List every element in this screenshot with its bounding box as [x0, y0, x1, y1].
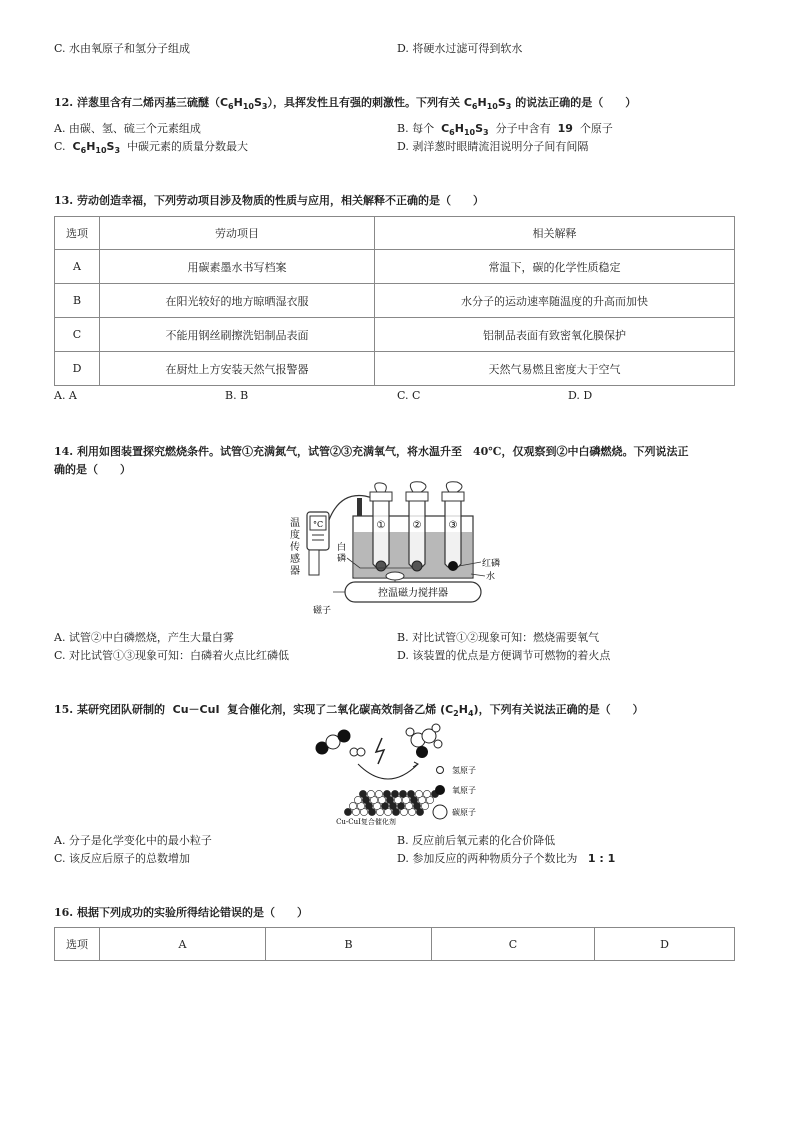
question-15-stem	[54, 701, 644, 718]
q16-header-a: A	[100, 928, 266, 961]
catalyst-label: Cu-CuI复合催化剂	[336, 818, 396, 826]
magnet-label: 磁子	[313, 606, 332, 616]
sensor-label-char: 温	[290, 518, 300, 529]
q12-stem-b: ），具挥发性且有强的刺激性。下列有关	[267, 96, 460, 109]
q14-option-a: A. 试管②中白磷燃烧，产生大量白雾	[54, 631, 234, 644]
lattice-atom	[354, 796, 361, 803]
q14-option-c: C. 对比试管①③现象可知：白磷着火点比红磷低	[54, 649, 290, 662]
sensor-label-char: 传	[290, 542, 300, 553]
tube-label-3: ③	[448, 520, 458, 531]
q13-cell: D	[55, 352, 100, 386]
option-d-prev: D. 将硬水过滤可得到软水	[397, 42, 523, 55]
lattice-atom	[367, 790, 374, 797]
q16-table	[54, 927, 735, 961]
lattice-atom	[391, 790, 398, 797]
q13-cell: A	[55, 250, 100, 284]
q15-stem-b: 复合催化剂，实现了二氧化碳高效制备乙烯	[227, 703, 437, 716]
lattice-atom	[375, 790, 382, 797]
table-row	[55, 284, 735, 318]
question-16-stem: 16. 根据下列成功的实验所得结论错误的是（ ）	[54, 906, 308, 919]
q15-formula: Cu－CuI	[172, 703, 220, 716]
q12-option-b-mid: 分子中含有	[495, 122, 551, 135]
lattice-atom	[383, 790, 390, 797]
sensor-label-char: 器	[290, 566, 300, 577]
q14-apparatus-figure	[285, 480, 510, 620]
question-13-stem: 13. 劳动创造幸福，下列劳动项目涉及物质的性质与应用，相关解释不正确的是（ ）	[54, 194, 484, 207]
q14-option-d: D. 该装置的优点是方便调节可燃物的着火点	[397, 649, 611, 662]
lattice-atom	[344, 808, 351, 815]
legend-c-label: 碳原子	[452, 808, 476, 817]
catalyst-lattice	[344, 790, 438, 815]
q12-option-c-pre: C.	[54, 140, 66, 153]
lattice-atom	[359, 790, 366, 797]
q12-stem-c: 的说法正确的是（ ）	[515, 96, 637, 109]
q15-option-d-text: D. 参加反应的两种物质分子个数比为	[397, 852, 578, 865]
q13-header-project: 劳动项目	[100, 217, 375, 250]
q13-cell: 在阳光较好的地方晾晒湿衣服	[100, 284, 375, 318]
red-phosphorus-label: 红磷	[482, 559, 501, 569]
q15-option-d-ratio: 1 : 1	[587, 852, 616, 865]
lattice-atom	[423, 790, 430, 797]
q13-cell: 常温下，碳的化学性质稳定	[375, 250, 735, 284]
q12-option-c	[54, 138, 248, 155]
legend-h-marker	[437, 767, 444, 774]
stirrer-label: 控温磁力搅拌器	[378, 588, 448, 599]
legend-c-marker	[433, 805, 447, 819]
q13-cell: C	[55, 318, 100, 352]
q13-answer-d: D. D	[568, 389, 593, 402]
q16-header-option: 选项	[55, 928, 100, 961]
q13-answer-a: A. A	[54, 389, 77, 402]
legend-o-label: 氧原子	[452, 786, 476, 795]
q12-stem-a: 12. 洋葱里含有二烯丙基三硫醚（	[54, 96, 220, 109]
lattice-atom	[415, 790, 422, 797]
sensor-label-char: 度	[290, 530, 300, 541]
q13-answer-b: B. B	[225, 389, 249, 402]
q15-stem-a: 15. 某研究团队研制的	[54, 703, 165, 716]
q12-option-a: A. 由碳、氢、硫三个元素组成	[54, 122, 201, 135]
lattice-atom	[399, 790, 406, 797]
reaction-arrow	[358, 764, 418, 779]
q13-cell: B	[55, 284, 100, 318]
product-molecules	[406, 724, 442, 758]
table-row	[55, 250, 735, 284]
q12-option-b-formula: $C_6H_{10}S_3$	[441, 122, 489, 138]
q12-option-b-post: 个原子	[579, 122, 613, 135]
q13-header-explain: 相关解释	[375, 217, 735, 250]
sensor-probe-base	[309, 550, 319, 575]
question-14-stem-line2: 确的是（ ）	[54, 463, 131, 476]
legend-o-marker	[435, 785, 445, 795]
q12-option-c-formula: $C_6H_{10}S_3$	[72, 140, 121, 156]
co2-molecule	[316, 730, 351, 755]
lattice-atom	[407, 790, 414, 797]
lattice-atom	[349, 802, 356, 809]
table-row	[55, 318, 735, 352]
water-label: 水	[486, 572, 496, 582]
q12-option-d: D. 剥洋葱时眼睛流泪说明分子间有间隔	[397, 140, 589, 153]
white-phosphorus-label: 白	[337, 543, 347, 553]
q15-option-b: B. 反应前后氧元素的化合价降低	[397, 834, 556, 847]
q12-formula-2: $C_6H_{10}S_3$	[463, 96, 512, 112]
q13-cell: 水分子的运动速率随温度的升高而加快	[375, 284, 735, 318]
table-row	[55, 352, 735, 386]
q13-cell: 铝制品表面有致密氧化膜保护	[375, 318, 735, 352]
q12-option-b-num: 19	[557, 122, 573, 135]
q15-stem-c: ，下列有关说法正确的是（ ）	[478, 703, 644, 716]
q16-table-header	[55, 928, 735, 961]
tube-label-1: ①	[376, 520, 386, 531]
q12-option-b-pre: B. 每个	[397, 122, 435, 135]
q13-table-header	[55, 217, 735, 250]
h2-molecule	[350, 748, 365, 756]
energy-symbol	[376, 738, 384, 764]
q15-option-a: A. 分子是化学变化中的最小粒子	[54, 834, 212, 847]
q13-cell: 天然气易燃且密度大于空气	[375, 352, 735, 386]
magnet-stirrer-bar	[386, 572, 404, 580]
q13-answer-c: C. C	[397, 389, 421, 402]
q16-header-c: C	[432, 928, 595, 961]
q12-formula: $C_6H_{10}S_3$	[219, 96, 268, 112]
q16-header-d: D	[595, 928, 735, 961]
q13-cell: 在厨灶上方安装天然气报警器	[100, 352, 375, 386]
white-phosphorus-label: 磷	[337, 554, 347, 564]
tube-label-2: ②	[412, 520, 422, 531]
q13-header-option: 选项	[55, 217, 100, 250]
q13-table	[54, 216, 735, 386]
q12-option-b	[397, 120, 613, 137]
option-c-prev: C. 水由氧原子和氢分子组成	[54, 42, 191, 55]
q14-option-b: B. 对比试管①②现象可知：燃烧需要氧气	[397, 631, 600, 644]
q16-header-b: B	[266, 928, 432, 961]
sensor-unit: °C	[312, 520, 324, 529]
q13-cell: 用碳素墨水书写档案	[100, 250, 375, 284]
question-12-stem	[54, 94, 636, 111]
q15-option-d	[397, 850, 615, 866]
sensor-label-char: 感	[290, 554, 300, 565]
question-14-stem-line1: 14. 利用如图装置探究燃烧条件。试管①充满氮气，试管②③充满氧气，将水温升至 40℃，仅观察到②中白磷燃烧。下列说法正	[54, 445, 689, 458]
q15-formula-2: $(C_2H_4)$	[440, 703, 479, 719]
legend-h-label: 氢原子	[452, 766, 476, 775]
q13-cell: 不能用钢丝刷擦洗铝制品表面	[100, 318, 375, 352]
q15-catalysis-figure	[310, 720, 490, 830]
q15-option-c: C. 该反应后原子的总数增加	[54, 852, 191, 865]
q12-option-c-post: 中碳元素的质量分数最大	[127, 140, 249, 153]
